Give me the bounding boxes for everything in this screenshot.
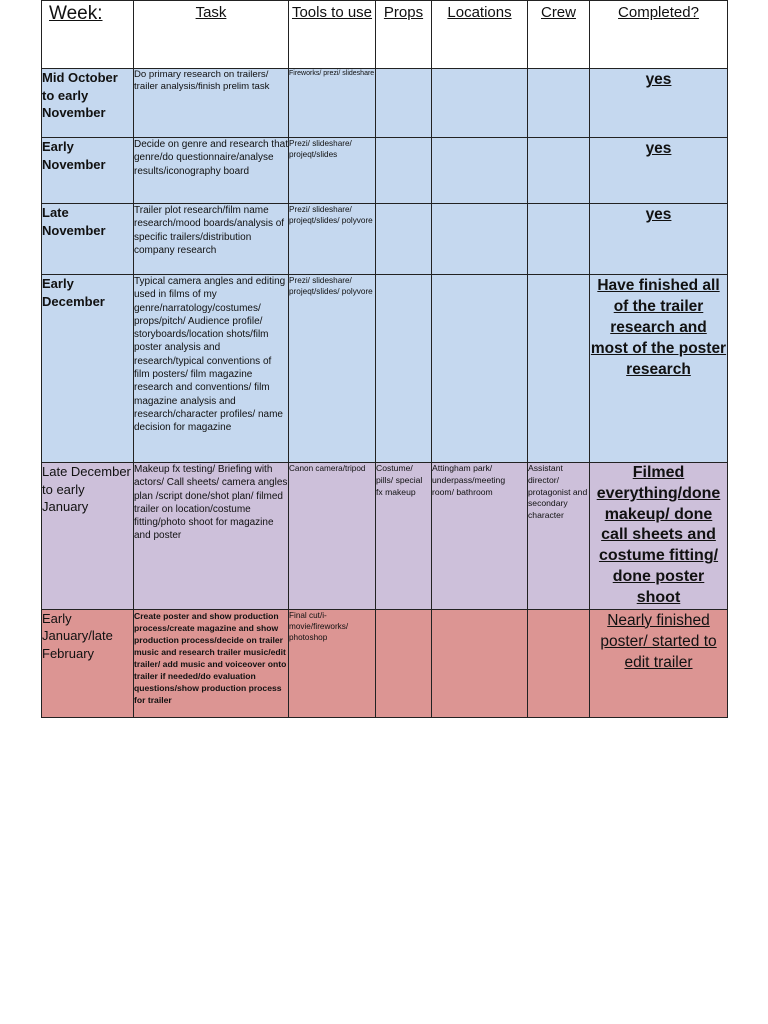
crew-cell: Assistant director/ protagonist and secondary character — [528, 463, 590, 610]
header-props: Props — [376, 1, 432, 69]
week-cell: Early December — [42, 275, 134, 463]
tools-cell: Final cut/i-movie/fireworks/ photoshop — [289, 609, 376, 717]
locations-cell — [432, 69, 528, 138]
props-cell: Costume/ pills/ special fx makeup — [376, 463, 432, 610]
locations-cell: Attingham park/ underpass/meeting room/ bathroom — [432, 463, 528, 610]
table-row — [42, 609, 728, 717]
completed-cell: yes — [590, 204, 728, 275]
task-cell: Do primary research on trailers/ trailer analysis/finish prelim task — [134, 69, 289, 138]
locations-cell — [432, 609, 528, 717]
tools-cell: Prezi/ slideshare/ projeqt/slides/ polyvore — [289, 204, 376, 275]
task-cell: Create poster and show production process/create magazine and show production process/decide on trailer music and research trailer music/edit trailer/ add music and voiceover onto trailer if needed/do evaluation questions/show production process for trailer — [134, 609, 289, 717]
week-cell: Late November — [42, 204, 134, 275]
header-crew: Crew — [528, 1, 590, 69]
completed-cell: Nearly finished poster/ started to edit trailer — [590, 609, 728, 717]
table-row — [42, 69, 728, 138]
crew-cell — [528, 204, 590, 275]
header-row — [42, 1, 728, 69]
props-cell — [376, 138, 432, 204]
schedule-table — [41, 0, 728, 718]
table-row — [42, 204, 728, 275]
tools-cell: Canon camera/tripod — [289, 463, 376, 610]
task-cell: Typical camera angles and editing used in films of my genre/narratology/costumes/ props/pitch/ Audience profile/ storyboards/location shots/film poster analysis and research/typical conventions of film posters/ film magazine research and conventions/ film magazine analysis and research/character profiles/ name decision for magazine — [134, 275, 289, 463]
completed-cell: yes — [590, 69, 728, 138]
table-row — [42, 463, 728, 610]
tools-cell: Prezi/ slideshare/ projeqt/slides — [289, 138, 376, 204]
week-cell: Late December to early January — [42, 463, 134, 610]
props-cell — [376, 609, 432, 717]
completed-cell: yes — [590, 138, 728, 204]
completed-cell: Filmed everything/done makeup/ done call sheets and costume fitting/ done poster shoot — [590, 463, 728, 610]
locations-cell — [432, 275, 528, 463]
header-locations: Locations — [432, 1, 528, 69]
props-cell — [376, 275, 432, 463]
week-cell: Early January/late February — [42, 609, 134, 717]
week-cell: Mid October to early November — [42, 69, 134, 138]
task-cell: Makeup fx testing/ Briefing with actors/ Call sheets/ camera angles plan /script done/shot plan/ filmed trailer on location/costume fitting/photo shoot for magazine and poster — [134, 463, 289, 610]
locations-cell — [432, 138, 528, 204]
completed-cell: Have finished all of the trailer research and most of the poster research — [590, 275, 728, 463]
task-cell: Decide on genre and research that genre/do questionnaire/analyse results/iconography board — [134, 138, 289, 204]
task-cell: Trailer plot research/film name research/mood boards/analysis of specific trailers/distribution company research — [134, 204, 289, 275]
header-week: Week: — [42, 1, 134, 69]
crew-cell — [528, 138, 590, 204]
crew-cell — [528, 275, 590, 463]
tools-cell: Fireworks/ prezi/ slideshare — [289, 69, 376, 138]
crew-cell — [528, 609, 590, 717]
table-row — [42, 138, 728, 204]
locations-cell — [432, 204, 528, 275]
header-task: Task — [134, 1, 289, 69]
props-cell — [376, 204, 432, 275]
week-cell: Early November — [42, 138, 134, 204]
table-row — [42, 275, 728, 463]
crew-cell — [528, 69, 590, 138]
header-completed: Completed? — [590, 1, 728, 69]
header-tools: Tools to use — [289, 1, 376, 69]
tools-cell: Prezi/ slideshare/ projeqt/slides/ polyvore — [289, 275, 376, 463]
props-cell — [376, 69, 432, 138]
